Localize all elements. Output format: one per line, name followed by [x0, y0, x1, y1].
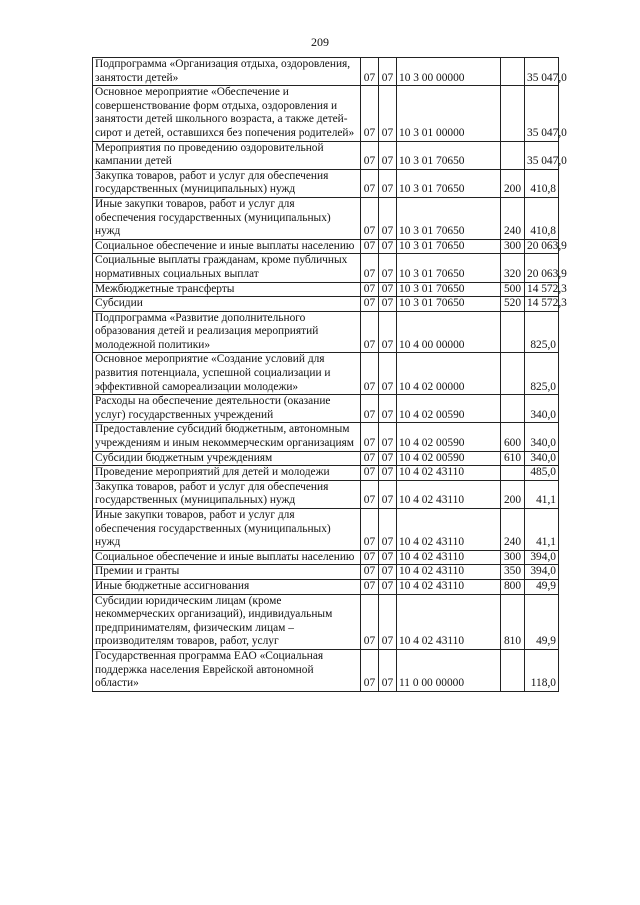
- amount-cell: 14 572,3: [525, 297, 559, 312]
- target-article-cell: 10 4 02 00590: [397, 451, 501, 466]
- section-code-cell: 07: [361, 480, 379, 508]
- target-article-cell: 10 3 01 00000: [397, 86, 501, 141]
- expense-type-cell: 300: [501, 239, 525, 254]
- expense-type-cell: [501, 353, 525, 395]
- table-row: [93, 86, 559, 141]
- expense-type-cell: 240: [501, 197, 525, 239]
- target-article-cell: 10 4 02 00000: [397, 353, 501, 395]
- table-row: [93, 353, 559, 395]
- target-article-cell: 10 4 02 43110: [397, 579, 501, 594]
- row-name-cell: Мероприятия по проведению оздоровительной кампании детей: [93, 141, 361, 169]
- budget-table-body: [93, 58, 567, 692]
- amount-cell: 410,8: [525, 197, 559, 239]
- section-code-cell: 07: [361, 297, 379, 312]
- amount-cell: 394,0: [525, 550, 559, 565]
- table-row: [93, 423, 559, 451]
- subsection-code-cell: 07: [379, 58, 397, 86]
- table-row: [93, 141, 559, 169]
- target-article-cell: 10 3 01 70650: [397, 254, 501, 282]
- section-code-cell: 07: [361, 197, 379, 239]
- target-article-cell: 10 4 02 43110: [397, 509, 501, 551]
- amount-cell: 410,8: [525, 169, 559, 197]
- subsection-code-cell: 07: [379, 86, 397, 141]
- subsection-code-cell: 07: [379, 423, 397, 451]
- table-row: [93, 254, 559, 282]
- table-row: [93, 565, 559, 580]
- section-code-cell: 07: [361, 141, 379, 169]
- table-row: [93, 594, 559, 649]
- row-name-cell: Закупка товаров, работ и услуг для обеспечения государственных (муниципальных) нужд: [93, 480, 361, 508]
- row-name-cell: Иные бюджетные ассигнования: [93, 579, 361, 594]
- target-article-cell: 10 3 01 70650: [397, 141, 501, 169]
- section-code-cell: 07: [361, 395, 379, 423]
- amount-cell: 14 572,3: [525, 282, 559, 297]
- subsection-code-cell: 07: [379, 509, 397, 551]
- section-code-cell: 07: [361, 169, 379, 197]
- target-article-cell: 10 3 00 00000: [397, 58, 501, 86]
- row-name-cell: Социальное обеспечение и иные выплаты населению: [93, 550, 361, 565]
- subsection-code-cell: 07: [379, 311, 397, 353]
- table-row: [93, 579, 559, 594]
- row-name-cell: Закупка товаров, работ и услуг для обеспечения государственных (муниципальных) нужд: [93, 169, 361, 197]
- amount-cell: 20 063,9: [525, 254, 559, 282]
- row-name-cell: Предоставление субсидий бюджетным, автономным учреждениям и иным некоммерческим организациям: [93, 423, 361, 451]
- expense-type-cell: [501, 86, 525, 141]
- table-row: [93, 297, 559, 312]
- table-row: [93, 451, 559, 466]
- row-name-cell: Субсидии бюджетным учреждениям: [93, 451, 361, 466]
- target-article-cell: 10 3 01 70650: [397, 169, 501, 197]
- expense-type-cell: 610: [501, 451, 525, 466]
- section-code-cell: 07: [361, 451, 379, 466]
- amount-cell: 340,0: [525, 395, 559, 423]
- expense-type-cell: 600: [501, 423, 525, 451]
- expense-type-cell: 300: [501, 550, 525, 565]
- row-name-cell: Социальные выплаты гражданам, кроме публичных нормативных социальных выплат: [93, 254, 361, 282]
- table-row: [93, 58, 559, 86]
- expense-type-cell: 800: [501, 579, 525, 594]
- table-row: [93, 649, 559, 691]
- section-code-cell: 07: [361, 550, 379, 565]
- target-article-cell: 10 4 02 43110: [397, 466, 501, 481]
- expense-type-cell: [501, 466, 525, 481]
- subsection-code-cell: 07: [379, 649, 397, 691]
- row-name-cell: Субсидии юридическим лицам (кроме некоммерческих организаций), индивидуальным предпринимателям, физическим лицам – производителям товаров, работ, услуг: [93, 594, 361, 649]
- table-row: [93, 509, 559, 551]
- expense-type-cell: [501, 141, 525, 169]
- section-code-cell: 07: [361, 509, 379, 551]
- subsection-code-cell: 07: [379, 197, 397, 239]
- section-code-cell: 07: [361, 254, 379, 282]
- row-name-cell: Иные закупки товаров, работ и услуг для обеспечения государственных (муниципальных) нужд: [93, 509, 361, 551]
- amount-cell: 41,1: [525, 480, 559, 508]
- target-article-cell: 10 3 01 70650: [397, 297, 501, 312]
- subsection-code-cell: 07: [379, 480, 397, 508]
- subsection-code-cell: 07: [379, 594, 397, 649]
- row-name-cell: Социальное обеспечение и иные выплаты населению: [93, 239, 361, 254]
- section-code-cell: 07: [361, 565, 379, 580]
- subsection-code-cell: 07: [379, 579, 397, 594]
- row-name-cell: Иные закупки товаров, работ и услуг для обеспечения государственных (муниципальных) нужд: [93, 197, 361, 239]
- expense-type-cell: 810: [501, 594, 525, 649]
- amount-cell: 340,0: [525, 423, 559, 451]
- subsection-code-cell: 07: [379, 395, 397, 423]
- row-name-cell: Подпрограмма «Организация отдыха, оздоровления, занятости детей»: [93, 58, 361, 86]
- target-article-cell: 10 3 01 70650: [397, 239, 501, 254]
- target-article-cell: 10 4 02 43110: [397, 565, 501, 580]
- row-name-cell: Межбюджетные трансферты: [93, 282, 361, 297]
- target-article-cell: 11 0 00 00000: [397, 649, 501, 691]
- target-article-cell: 10 4 02 43110: [397, 550, 501, 565]
- row-name-cell: Субсидии: [93, 297, 361, 312]
- expense-type-cell: 500: [501, 282, 525, 297]
- row-name-cell: Подпрограмма «Развитие дополнительного образования детей и реализация мероприятий молодежной политики»: [93, 311, 361, 353]
- expense-type-cell: 240: [501, 509, 525, 551]
- row-name-cell: Премии и гранты: [93, 565, 361, 580]
- subsection-code-cell: 07: [379, 239, 397, 254]
- table-row: [93, 480, 559, 508]
- amount-cell: 825,0: [525, 353, 559, 395]
- target-article-cell: 10 4 02 00590: [397, 423, 501, 451]
- table-row: [93, 395, 559, 423]
- table-row: [93, 239, 559, 254]
- amount-cell: 394,0: [525, 565, 559, 580]
- table-row: [93, 311, 559, 353]
- amount-cell: 340,0: [525, 451, 559, 466]
- subsection-code-cell: 07: [379, 451, 397, 466]
- amount-cell: 41,1: [525, 509, 559, 551]
- table-row: [93, 550, 559, 565]
- subsection-code-cell: 07: [379, 550, 397, 565]
- section-code-cell: 07: [361, 58, 379, 86]
- subsection-code-cell: 07: [379, 169, 397, 197]
- subsection-code-cell: 07: [379, 141, 397, 169]
- expense-type-cell: [501, 649, 525, 691]
- section-code-cell: 07: [361, 594, 379, 649]
- row-name-cell: Проведение мероприятий для детей и молодежи: [93, 466, 361, 481]
- amount-cell: 35 047,0: [525, 141, 559, 169]
- section-code-cell: 07: [361, 86, 379, 141]
- expense-type-cell: [501, 311, 525, 353]
- subsection-code-cell: 07: [379, 254, 397, 282]
- subsection-code-cell: 07: [379, 297, 397, 312]
- amount-cell: 49,9: [525, 579, 559, 594]
- section-code-cell: 07: [361, 311, 379, 353]
- target-article-cell: 10 4 02 43110: [397, 480, 501, 508]
- amount-cell: 20 063,9: [525, 239, 559, 254]
- target-article-cell: 10 4 02 43110: [397, 594, 501, 649]
- amount-cell: 35 047,0: [525, 58, 559, 86]
- section-code-cell: 07: [361, 579, 379, 594]
- target-article-cell: 10 3 01 70650: [397, 197, 501, 239]
- page-number: 209: [311, 35, 329, 49]
- subsection-code-cell: 07: [379, 353, 397, 395]
- target-article-cell: 10 4 02 00590: [397, 395, 501, 423]
- subsection-code-cell: 07: [379, 282, 397, 297]
- row-name-cell: Расходы на обеспечение деятельности (оказание услуг) государственных учреждений: [93, 395, 361, 423]
- row-name-cell: Государственная программа ЕАО «Социальная поддержка населения Еврейской автономной области»: [93, 649, 361, 691]
- row-name-cell: Основное мероприятие «Создание условий для развития потенциала, успешной социализации и эффективной самореализации молодежи»: [93, 353, 361, 395]
- amount-cell: 49,9: [525, 594, 559, 649]
- target-article-cell: 10 4 00 00000: [397, 311, 501, 353]
- amount-cell: 485,0: [525, 466, 559, 481]
- expense-type-cell: 200: [501, 169, 525, 197]
- expense-type-cell: 200: [501, 480, 525, 508]
- expense-type-cell: 520: [501, 297, 525, 312]
- subsection-code-cell: 07: [379, 565, 397, 580]
- section-code-cell: 07: [361, 239, 379, 254]
- section-code-cell: 07: [361, 423, 379, 451]
- amount-cell: 118,0: [525, 649, 559, 691]
- section-code-cell: 07: [361, 282, 379, 297]
- budget-table: [92, 57, 567, 692]
- target-article-cell: 10 3 01 70650: [397, 282, 501, 297]
- amount-cell: 825,0: [525, 311, 559, 353]
- section-code-cell: 07: [361, 649, 379, 691]
- expense-type-cell: 350: [501, 565, 525, 580]
- table-row: [93, 169, 559, 197]
- row-name-cell: Основное мероприятие «Обеспечение и совершенствование форм отдыха, оздоровления и занятости детей школьного возраста, а также детей-сирот и детей, оставшихся без попечения родителей»: [93, 86, 361, 141]
- section-code-cell: 07: [361, 466, 379, 481]
- table-row: [93, 282, 559, 297]
- expense-type-cell: [501, 58, 525, 86]
- section-code-cell: 07: [361, 353, 379, 395]
- expense-type-cell: 320: [501, 254, 525, 282]
- subsection-code-cell: 07: [379, 466, 397, 481]
- expense-type-cell: [501, 395, 525, 423]
- table-row: [93, 466, 559, 481]
- table-row: [93, 197, 559, 239]
- amount-cell: 35 047,0: [525, 86, 559, 141]
